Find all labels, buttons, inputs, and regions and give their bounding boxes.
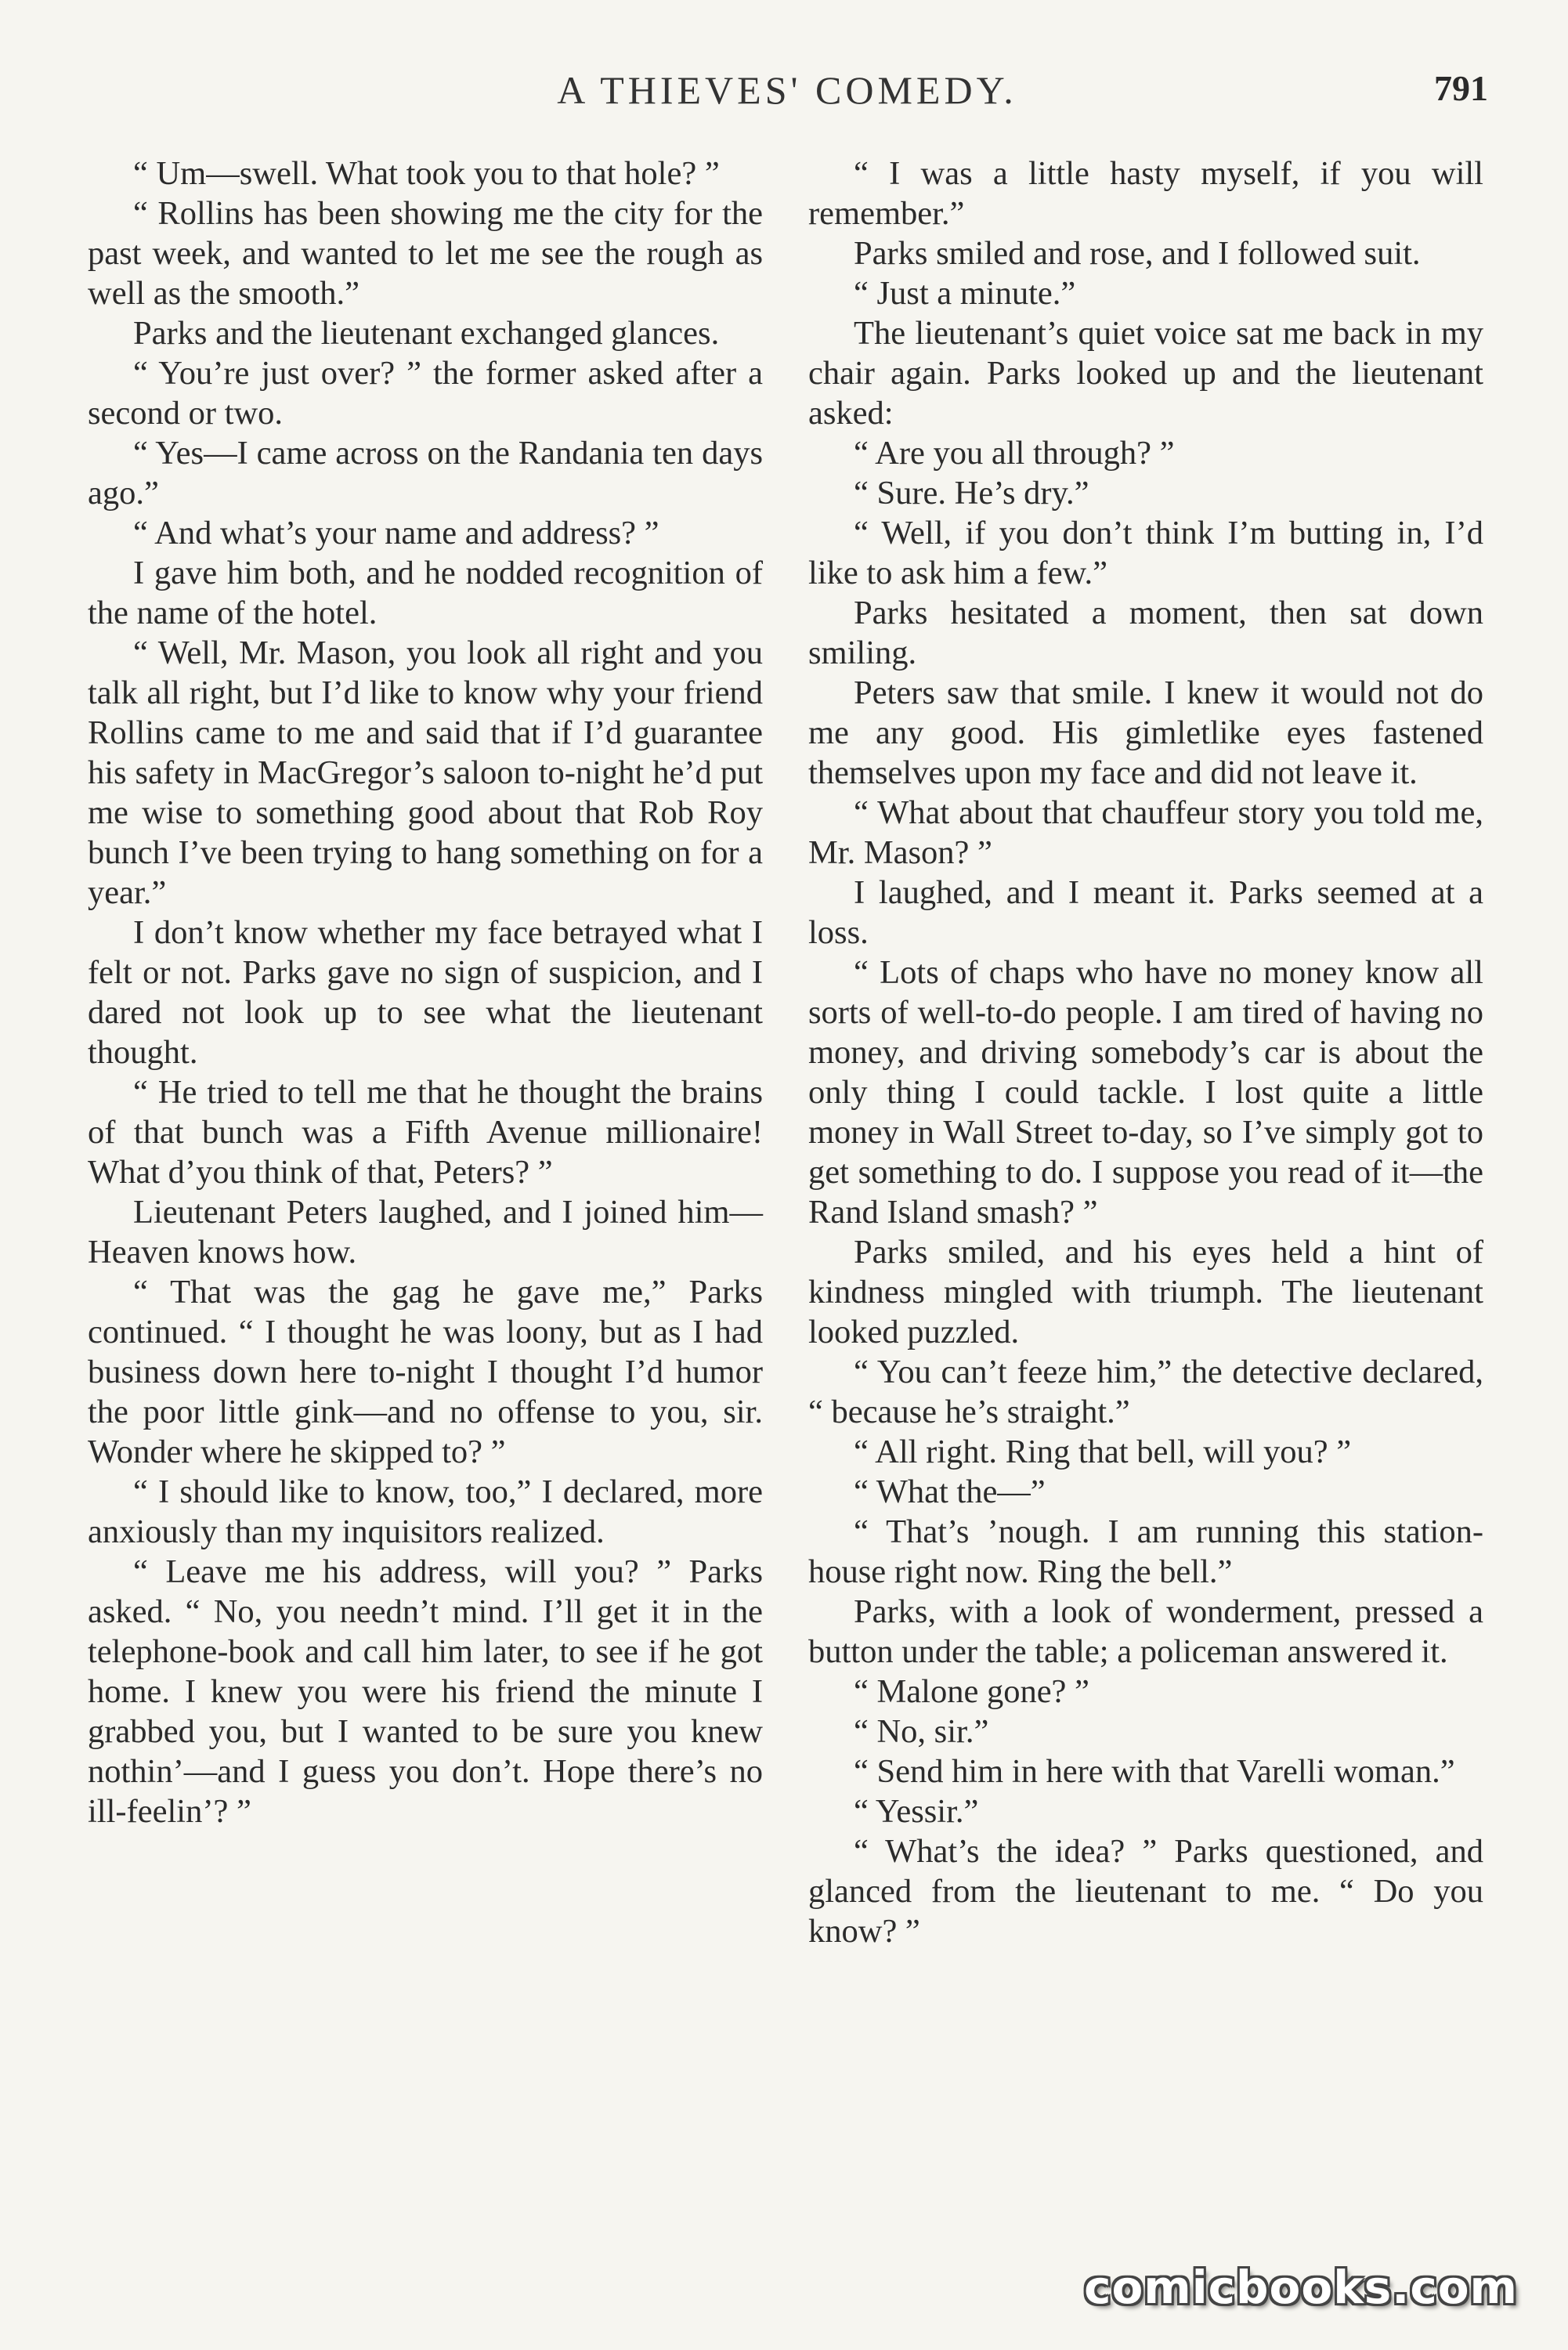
paragraph: I gave him both, and he nodded recognition of the name of the hotel.	[88, 555, 763, 631]
paragraph: Parks and the lieutenant exchanged glances.	[133, 315, 720, 352]
paragraph: “ He tried to tell me that he thought the brains of that bunch was a Fifth Avenue millionaire! What d’you think of that, Peters? ”	[88, 1074, 763, 1191]
paragraph: “ That’s ’nough. I am running this station-house right now. Ring the bell.”	[808, 1513, 1483, 1590]
running-title: A THIEVES' COMEDY.	[557, 68, 1017, 112]
paragraph: “ That was the gag he gave me,” Parks continued. “ I thought he was loony, but as I had business down here to-night I thought I’d humor the poor little gink—and no offense to you, sir. Wonder where he skipped to? ”	[88, 1274, 763, 1470]
paragraph: “ I was a little hasty myself, if you will remember.”	[808, 155, 1483, 232]
paragraph: Parks, with a look of wonderment, pressed a button under the table; a policeman answered it.	[808, 1593, 1483, 1670]
paragraph: I don’t know whether my face betrayed what I felt or not. Parks gave no sign of suspicion, and I dared not look up to see what the lieutenant thought.	[88, 914, 763, 1071]
paragraph: “ Well, Mr. Mason, you look all right and you talk all right, but I’d like to know why your friend Rollins came to me and said that if I’d guarantee his safety in MacGregor’s saloon to-night he’d put me wise to something good about that Rob Roy bunch I’ve been trying to hang something on for a year.”	[88, 634, 763, 911]
paragraph: Parks hesitated a moment, then sat down smiling.	[808, 595, 1483, 671]
paragraph: “ No, sir.”	[854, 1713, 989, 1750]
paragraph: “ I should like to know, too,” I declared, more anxiously than my inquisitors realized.	[88, 1473, 763, 1550]
paragraph: “ And what’s your name and address? ”	[133, 515, 659, 551]
paragraph: “ Yessir.”	[854, 1793, 979, 1830]
paragraph: “ Rollins has been showing me the city for the past week, and wanted to let me see the rough as well as the smooth.”	[88, 195, 763, 312]
paragraph: “ Are you all through? ”	[854, 435, 1175, 472]
paragraph: “ Sure. He’s dry.”	[854, 475, 1089, 512]
paragraph: “ Malone gone? ”	[854, 1673, 1089, 1710]
paragraph: “ Yes—I came across on the Randania ten days ago.”	[88, 435, 763, 512]
right-column	[808, 154, 1483, 1951]
paragraph: “ Um—swell. What took you to that hole? ”	[133, 155, 720, 192]
paragraph: “ You’re just over? ” the former asked after a second or two.	[88, 355, 763, 432]
paragraph: “ All right. Ring that bell, will you? ”	[854, 1434, 1352, 1470]
paragraph: “ What’s the idea? ” Parks questioned, and glanced from the lieutenant to me. “ Do you know? ”	[808, 1833, 1483, 1950]
paragraph: “ You can’t feeze him,” the detective declared, “ because he’s straight.”	[808, 1354, 1483, 1430]
paragraph: Parks smiled, and his eyes held a hint of kindness mingled with triumph. The lieutenant looked puzzled.	[808, 1234, 1483, 1350]
paragraph: I laughed, and I meant it. Parks seemed at a loss.	[808, 874, 1483, 951]
paragraph: “ What the—”	[854, 1473, 1046, 1510]
paragraph: “ Just a minute.”	[854, 275, 1076, 312]
paragraph: “ Leave me his address, will you? ” Parks asked. “ No, you needn’t mind. I’ll get it in the telephone-book and call him later, to see if he got home. I knew you were his friend the minute I grabbed you, but I wanted to be sure you knew nothin’—and I guess you don’t. Hope there’s no ill-feelin’? ”	[88, 1553, 763, 1830]
paragraph: “ Well, if you don’t think I’m butting in, I’d like to ask him a few.”	[808, 515, 1483, 591]
paragraph: “ What about that chauffeur story you told me, Mr. Mason? ”	[808, 794, 1483, 871]
watermark: comicbooks.com	[1084, 2261, 1518, 2314]
paragraph: Lieutenant Peters laughed, and I joined him—Heaven knows how.	[88, 1194, 763, 1271]
paragraph: Parks smiled and rose, and I followed suit.	[854, 235, 1421, 272]
page-number: 791	[1434, 68, 1488, 108]
paragraph: The lieutenant’s quiet voice sat me back in my chair again. Parks looked up and the lieutenant asked:	[808, 315, 1483, 432]
paragraph: “ Send him in here with that Varelli woman.”	[854, 1753, 1455, 1790]
left-column	[88, 154, 763, 1831]
paragraph: Peters saw that smile. I knew it would not do me any good. His gimletlike eyes fastened themselves upon my face and did not leave it.	[808, 674, 1483, 791]
paragraph: “ Lots of chaps who have no money know all sorts of well-to-do people. I am tired of having no money, and driving somebody’s car is about the only thing I could tackle. I lost quite a little money in Wall Street to-day, so I’ve simply got to get something to do. I suppose you read of it—the Rand Island smash? ”	[808, 954, 1483, 1231]
page-header	[86, 67, 1488, 122]
